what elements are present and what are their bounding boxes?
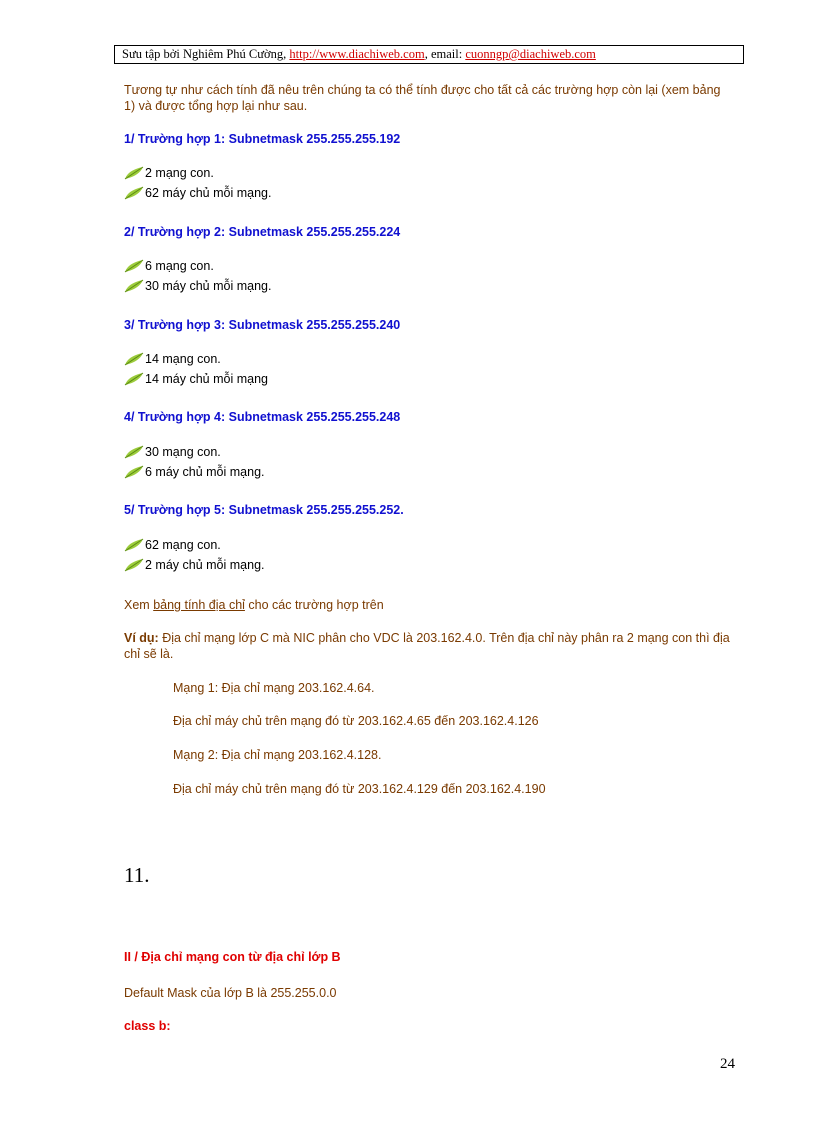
green-leaf-bullet-icon — [124, 372, 144, 386]
example-label: Ví dụ: — [124, 631, 159, 645]
case-3-item-1: 14 mạng con. — [124, 352, 221, 366]
section-b-heading: II / Địa chỉ mạng con từ địa chỉ lớp B — [124, 950, 341, 964]
case-3-item-2: 14 máy chủ mỗi mạng — [124, 372, 268, 386]
header-middle: , email: — [424, 47, 466, 61]
green-leaf-bullet-icon — [124, 352, 144, 366]
example-paragraph: Ví dụ: Địa chỉ mạng lớp C mà NIC phân cho VDC là 203.162.4.0. Trên địa chỉ này phân ra 2 mạng con thì địa chỉ sẽ là. — [124, 631, 730, 661]
page-header — [114, 45, 744, 64]
case-5-item-2: 2 máy chủ mỗi mạng. — [124, 558, 265, 572]
green-leaf-bullet-icon — [124, 465, 144, 479]
green-leaf-bullet-icon — [124, 186, 144, 200]
address-table-link[interactable]: bảng tính địa chỉ — [153, 598, 245, 612]
green-leaf-bullet-icon — [124, 538, 144, 552]
section-number: 11. — [124, 863, 150, 887]
website-link[interactable]: http://www.diachiweb.com — [289, 47, 425, 61]
green-leaf-bullet-icon — [124, 445, 144, 459]
example-line-4: Địa chỉ máy chủ trên mạng đó từ 203.162.4.129 đến 203.162.4.190 — [173, 782, 546, 796]
example-line-2: Địa chỉ máy chủ trên mạng đó từ 203.162.4.65 đến 203.162.4.126 — [173, 714, 539, 728]
case-4-item-1: 30 mạng con. — [124, 445, 221, 459]
green-leaf-bullet-icon — [124, 166, 144, 180]
example-line-3: Mạng 2: Địa chỉ mạng 203.162.4.128. — [173, 748, 382, 762]
case-4-item-2: 6 máy chủ mỗi mạng. — [124, 465, 265, 479]
default-mask-text: Default Mask của lớp B là 255.255.0.0 — [124, 986, 337, 1000]
class-b-label: class b: — [124, 1019, 171, 1033]
case-3-heading: 3/ Trường hợp 3: Subnetmask 255.255.255.240 — [124, 318, 401, 332]
case-5-item-1: 62 mạng con. — [124, 538, 221, 552]
case-2-item-1: 6 mạng con. — [124, 259, 214, 273]
page-number: 24 — [720, 1056, 735, 1072]
example-line-1: Mạng 1: Địa chỉ mạng 203.162.4.64. — [173, 681, 375, 695]
green-leaf-bullet-icon — [124, 259, 144, 273]
case-4-heading: 4/ Trường hợp 4: Subnetmask 255.255.255.248 — [124, 410, 401, 424]
green-leaf-bullet-icon — [124, 279, 144, 293]
case-1-item-1: 2 mạng con. — [124, 166, 214, 180]
case-5-heading: 5/ Trường hợp 5: Subnetmask 255.255.255.252. — [124, 503, 404, 517]
case-1-item-2: 62 máy chủ mỗi mạng. — [124, 186, 271, 200]
case-2-item-2: 30 máy chủ mỗi mạng. — [124, 279, 271, 293]
case-1-heading: 1/ Trường hợp 1: Subnetmask 255.255.255.192 — [124, 132, 401, 146]
intro-paragraph: Tương tự như cách tính đã nêu trên chúng ta có thể tính được cho tất cả các trường hợp còn lại (xem bảng 1) và được tổng hợp lại như sau. — [124, 83, 721, 113]
email-link[interactable]: cuonngp@diachiweb.com — [465, 47, 596, 61]
header-prefix: Sưu tập bởi Nghiêm Phú Cường, — [122, 47, 290, 61]
xem-paragraph: Xem bảng tính địa chỉ cho các trường hợp trên — [124, 598, 384, 612]
case-2-heading: 2/ Trường hợp 2: Subnetmask 255.255.255.224 — [124, 225, 401, 239]
green-leaf-bullet-icon — [124, 558, 144, 572]
